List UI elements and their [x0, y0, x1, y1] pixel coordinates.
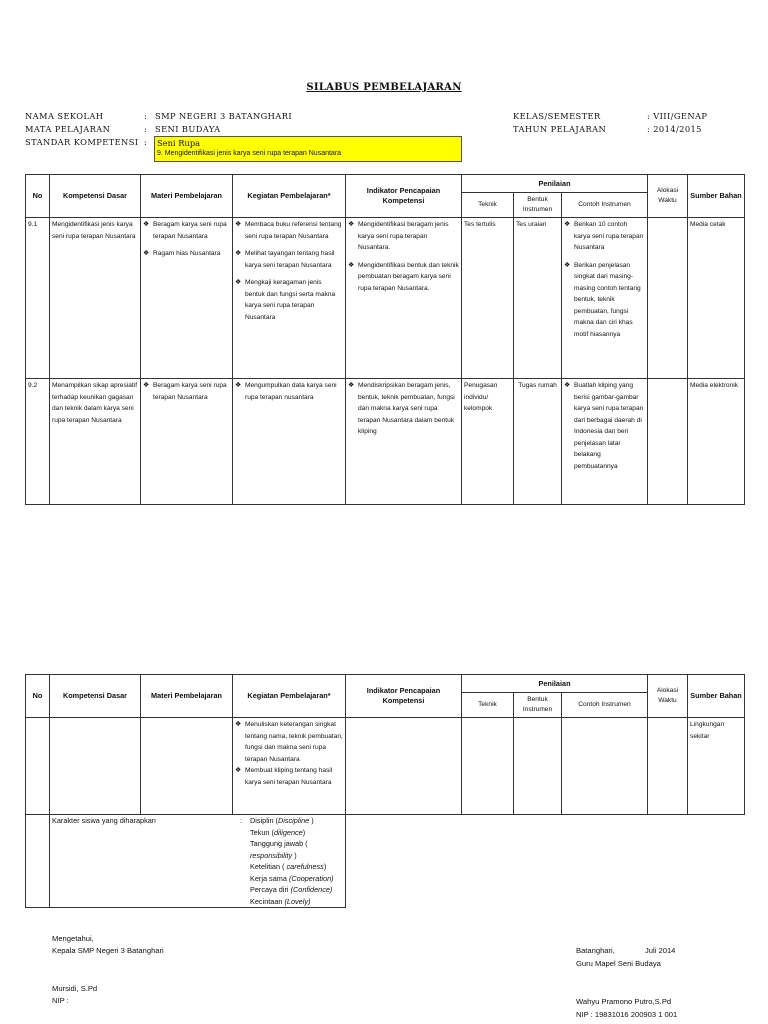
list-item: Menuliskan keterangan singkat tentang nama, teknik pembuatan, fungsi dan makna seni rupa terapan Nusantara — [245, 721, 343, 763]
colon: : — [144, 124, 148, 134]
list-item: Percaya diri (Confidence) — [250, 885, 333, 894]
col-no: No — [26, 675, 50, 718]
col-sumber: Sumber Bahan — [688, 675, 745, 718]
kelas-semester-label: KELAS/SEMESTER — [513, 111, 601, 121]
col-alokasi: Alokasi Waktu — [648, 175, 688, 218]
karakter-row — [26, 815, 745, 908]
silabus-table-2 — [25, 674, 745, 908]
row-kompetensi-dasar: Mengidentifikasi jenis karya seni rupa terapan Nusantara — [50, 218, 141, 379]
row-kegiatan — [233, 379, 346, 505]
standar-kompetensi-detail: 9. Mengidentifikasi jenis karya seni rupa terapan Nusantara — [157, 150, 342, 157]
col-bentuk: Bentuk Instrumen — [514, 693, 562, 718]
list-item: Ketelitian ( carefulness) — [250, 862, 327, 871]
row-indikator — [346, 379, 462, 505]
row-contoh — [562, 218, 648, 379]
nama-sekolah-value: SMP NEGERI 3 BATANGHARI — [155, 111, 293, 121]
row-materi — [141, 218, 233, 379]
row-sumber: Media cetak — [688, 218, 745, 379]
list-item: Mengumpulkan data karya seni rupa terapan nusantara — [245, 382, 337, 401]
bullet-icon: ❖ — [235, 250, 242, 257]
bullet-icon: ❖ — [564, 261, 571, 269]
colon: : — [144, 137, 148, 147]
tahun-pelajaran-value: : 2014/2015 — [647, 124, 702, 134]
bullet-icon: ❖ — [143, 221, 150, 228]
row-no: 9.2 — [26, 379, 50, 505]
karakter-label: Karakter siswa yang diharapkan — [52, 816, 156, 825]
list-item: Beragam karya seni rupa terapan Nusantara — [153, 221, 227, 240]
guru-name: Wahyu Pramono Putro,S.Pd — [576, 997, 672, 1006]
row-bentuk: Tugas rumah — [514, 379, 562, 505]
bullet-icon: ❖ — [143, 250, 150, 257]
silabus-table-1 — [25, 174, 745, 505]
list-item: Buatlah kliping yang berisi gambar-gambar karya seni rupa terapan dari berbagai daerah di Indonesia dan beri penjelasan latar belakang pembuatannya — [574, 382, 644, 470]
col-teknik: Teknik — [462, 693, 514, 718]
col-no: No — [26, 175, 50, 218]
bullet-icon: ❖ — [143, 382, 150, 389]
list-item: Mendiskripsikan beragam jenis, bentuk, teknik pembuatan, fungsi dan makna karya seni rupa terapan Nusantara dalam bentuk kliping — [358, 382, 455, 435]
bullet-icon: ❖ — [564, 382, 571, 389]
page-title: SILABUS PEMBELAJARAN — [306, 82, 462, 93]
list-item: Kerja sama (Cooperation) — [250, 873, 334, 883]
col-kompetensi-dasar: Kompetensi Dasar — [50, 675, 141, 718]
col-bentuk: Bentuk Instrumen — [514, 193, 562, 218]
list-item: Kecintaan (Lovely) — [250, 896, 311, 906]
list-item: Melihat tayangan tentang hasil karya seni terapan Nusantara — [245, 250, 335, 269]
col-sumber: Sumber Bahan — [688, 175, 745, 218]
standar-kompetensi-value: Seni Rupa — [157, 138, 201, 148]
standar-kompetensi-box — [154, 136, 462, 162]
col-alokasi: Alokasi Waktu — [648, 675, 688, 718]
col-materi: Materi Pembelajaran — [141, 675, 233, 718]
col-contoh: Contoh Instrumen — [562, 693, 648, 718]
colon: : — [240, 816, 243, 825]
guru-nip: NIP : 19831016 200903 1 001 — [576, 1010, 678, 1019]
col-indikator: Indikator Pencapaian Kompetensi — [346, 675, 462, 718]
col-kegiatan: Kegiatan Pembelajaran* — [233, 175, 346, 218]
colon: : — [144, 111, 148, 121]
list-item: Membaca buku referensi tentang seni rupa terapan Nusantara — [245, 221, 342, 240]
row-alokasi — [648, 379, 688, 505]
bullet-icon: ❖ — [235, 221, 242, 228]
list-item: Mengidentifikasi bentuk dan teknik pembuatan beragam karya seni rupa terapan Nusantara. — [358, 261, 459, 292]
mata-pelajaran-value: SENI BUDAYA — [155, 124, 221, 134]
row-no: 9.1 — [26, 218, 50, 379]
col-penilaian: Penilaian — [462, 175, 648, 193]
col-kompetensi-dasar: Kompetensi Dasar — [50, 175, 141, 218]
bullet-icon: ❖ — [235, 721, 242, 728]
nama-sekolah-label: NAMA SEKOLAH — [25, 111, 104, 121]
row-contoh — [562, 379, 648, 505]
list-item: Mengidentifikasi beragam jenis karya seni rupa terapan Nusantara. — [358, 221, 449, 251]
bullet-icon: ❖ — [235, 382, 242, 389]
kepala-sekolah-nip: NIP : — [52, 996, 69, 1005]
place-label: Batanghari, — [576, 946, 615, 955]
row-indikator — [346, 218, 462, 379]
row-kompetensi-dasar: Menampilkan sikap apresiatif terhadap keunikan gagasan dan teknik dalam karya seni rupa terapan Nusantara — [50, 379, 141, 505]
table-row — [26, 718, 745, 815]
row-teknik: Penugasan individu/ kelompok — [462, 379, 514, 505]
col-indikator: Indikator Pencapaian Kompetensi — [346, 175, 462, 218]
row-sumber: Lingkungan sekitar — [688, 718, 745, 815]
kepala-sekolah-title: Kepala SMP Negeri 3 Batanghari — [52, 946, 164, 955]
col-contoh: Contoh Instrumen — [562, 193, 648, 218]
mengetahui-label: Mengetahui, — [52, 934, 94, 943]
col-penilaian: Penilaian — [462, 675, 648, 693]
karakter-list — [250, 815, 345, 907]
row-bentuk: Tes uraian — [514, 218, 562, 379]
tahun-pelajaran-label: TAHUN PELAJARAN — [513, 124, 607, 134]
list-item: Tanggung jawab ( responsibility ) — [250, 839, 308, 860]
bullet-icon: ❖ — [564, 221, 571, 228]
list-item: Membuat kliping tentang hasil karya seni terapan Nusantara — [245, 767, 333, 786]
col-kegiatan: Kegiatan Pembelajaran* — [233, 675, 346, 718]
kelas-semester-value: : VIII/GENAP — [647, 111, 708, 121]
bullet-icon: ❖ — [235, 279, 242, 286]
list-item: Tekun (diligence) — [250, 827, 306, 837]
bullet-icon: ❖ — [348, 261, 355, 269]
list-item: Ragam hias Nusantara — [153, 250, 221, 257]
row-sumber: Media elektronik — [688, 379, 745, 505]
col-teknik: Teknik — [462, 193, 514, 218]
row-alokasi — [648, 218, 688, 379]
standar-kompetensi-label: STANDAR KOMPETENSI — [25, 137, 139, 147]
list-item: Berikan 10 contoh karya seni rupa terapan Nusantara — [574, 221, 644, 251]
guru-title: Guru Mapel Seni Budaya — [576, 959, 661, 968]
row-materi — [141, 379, 233, 505]
list-item: Beragam karya seni rupa terapan Nusantara — [153, 382, 227, 401]
row-kegiatan — [233, 718, 346, 815]
list-item: Disiplin (Discipline ) — [250, 816, 314, 825]
table-row — [26, 379, 745, 505]
list-item: Berikan penjelasan singkat dari masing-masing contoh tentang bentuk, teknik pembuatan, fungsi makna dan ciri khas motif hiasannya — [574, 261, 641, 338]
kepala-sekolah-name: Mursidi, S.Pd — [52, 984, 98, 993]
col-materi: Materi Pembelajaran — [141, 175, 233, 218]
table-row — [26, 218, 745, 379]
date-label: Juli 2014 — [645, 946, 676, 955]
bullet-icon: ❖ — [235, 767, 242, 774]
row-kegiatan — [233, 218, 346, 379]
mata-pelajaran-label: MATA PELAJARAN — [25, 124, 111, 134]
list-item: Mengkaji keragaman jenis bentuk dan fungsi serta makna karya seni rupa terapan Nusantara — [245, 279, 336, 321]
row-teknik: Tes tertulis — [462, 218, 514, 379]
bullet-icon: ❖ — [348, 221, 355, 228]
bullet-icon: ❖ — [348, 382, 355, 389]
